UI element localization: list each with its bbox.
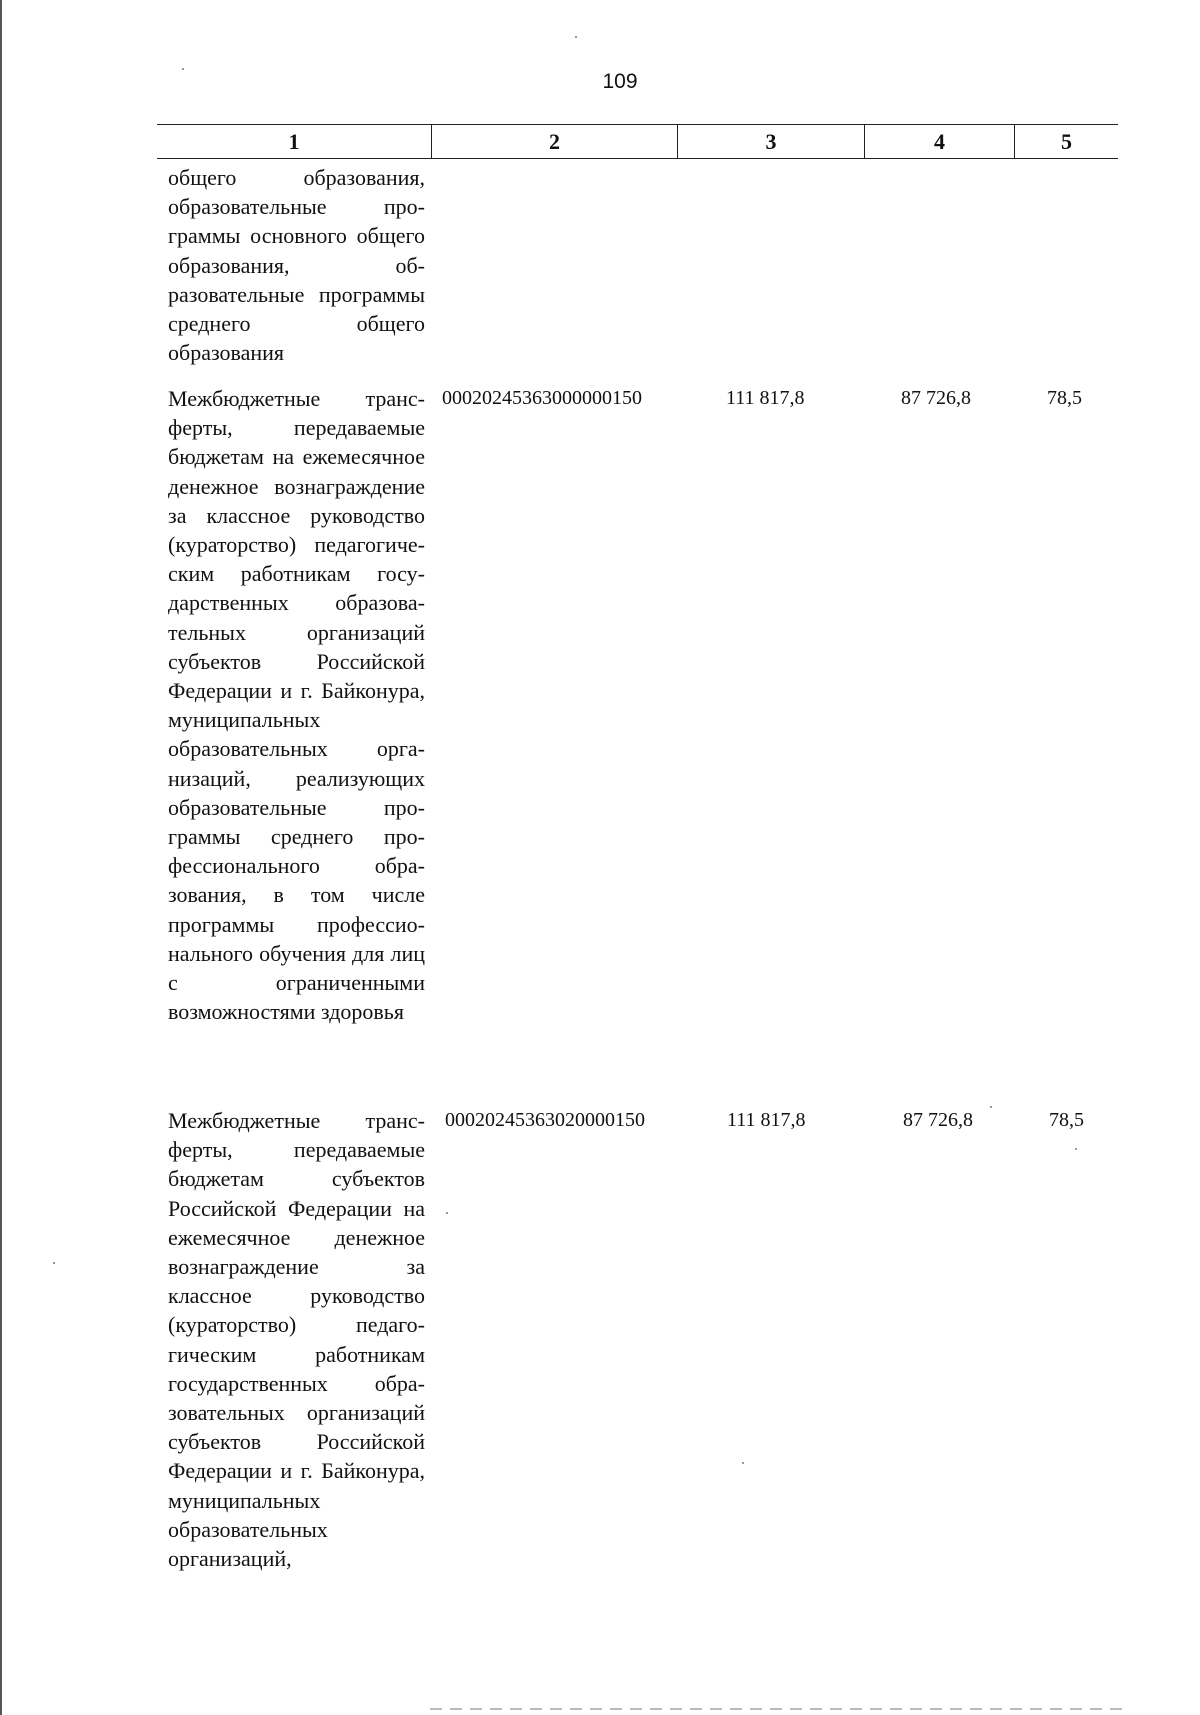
- header-col-1: 1: [288, 129, 300, 154]
- scan-speck: [182, 68, 184, 70]
- scan-speck: [446, 1212, 448, 1214]
- header-top-rule: [157, 124, 1118, 125]
- scan-speck: [742, 1462, 744, 1464]
- scan-speck: [990, 1106, 992, 1108]
- continuation-description: общего образования, образовательные программы основного общего образования, образовательные программы среднего общего образования: [168, 165, 425, 366]
- row-value-4: 87 726,8: [901, 387, 971, 409]
- page-edge: [0, 0, 2, 1715]
- row-code: 00020245363000000150: [442, 387, 642, 409]
- scan-speck: [575, 36, 577, 38]
- row-value-5: 78,5: [1047, 387, 1082, 409]
- header-col-3: 3: [765, 129, 777, 154]
- scan-speck: [1075, 1148, 1077, 1150]
- row-value-5: 78,5: [1049, 1109, 1084, 1131]
- scan-speck: [53, 1262, 55, 1264]
- row-value-3: 111 817,8: [726, 387, 805, 409]
- header-col-4: 4: [934, 129, 945, 154]
- header-bottom-rule: [157, 158, 1118, 159]
- scan-edge-noise: [430, 1708, 1130, 1710]
- row-description: Межбюджетные трансферты, передаваемые бюджетам субъектов Российской Федерации на ежемесячное денежное вознаграждение за классное руководство (кураторство) педагогическим работникам государственных образовательных организаций субъектов Российской Федерации и г. Байконура, муниципальных образовательных организаций,: [168, 1108, 425, 1572]
- page-number: 109: [602, 70, 638, 93]
- row-code: 00020245363020000150: [445, 1109, 645, 1131]
- row-value-4: 87 726,8: [903, 1109, 973, 1131]
- row-description: Межбюджетные трансферты, передаваемые бюджетам на ежемесячное денежное вознаграждение за классное руководство (кураторство) педагогическим работникам государственных образовательных организаций субъектов Российской Федерации и г. Байконура, муниципальных образовательных организаций, реализующих образовательные программы среднего профессионального образования, в том числе программы профессионального обучения для лиц с ограниченными возможностями здоровья: [168, 386, 425, 1025]
- header-col-5: 5: [1061, 129, 1072, 154]
- row-value-3: 111 817,8: [727, 1109, 806, 1131]
- header-col-2: 2: [549, 129, 560, 154]
